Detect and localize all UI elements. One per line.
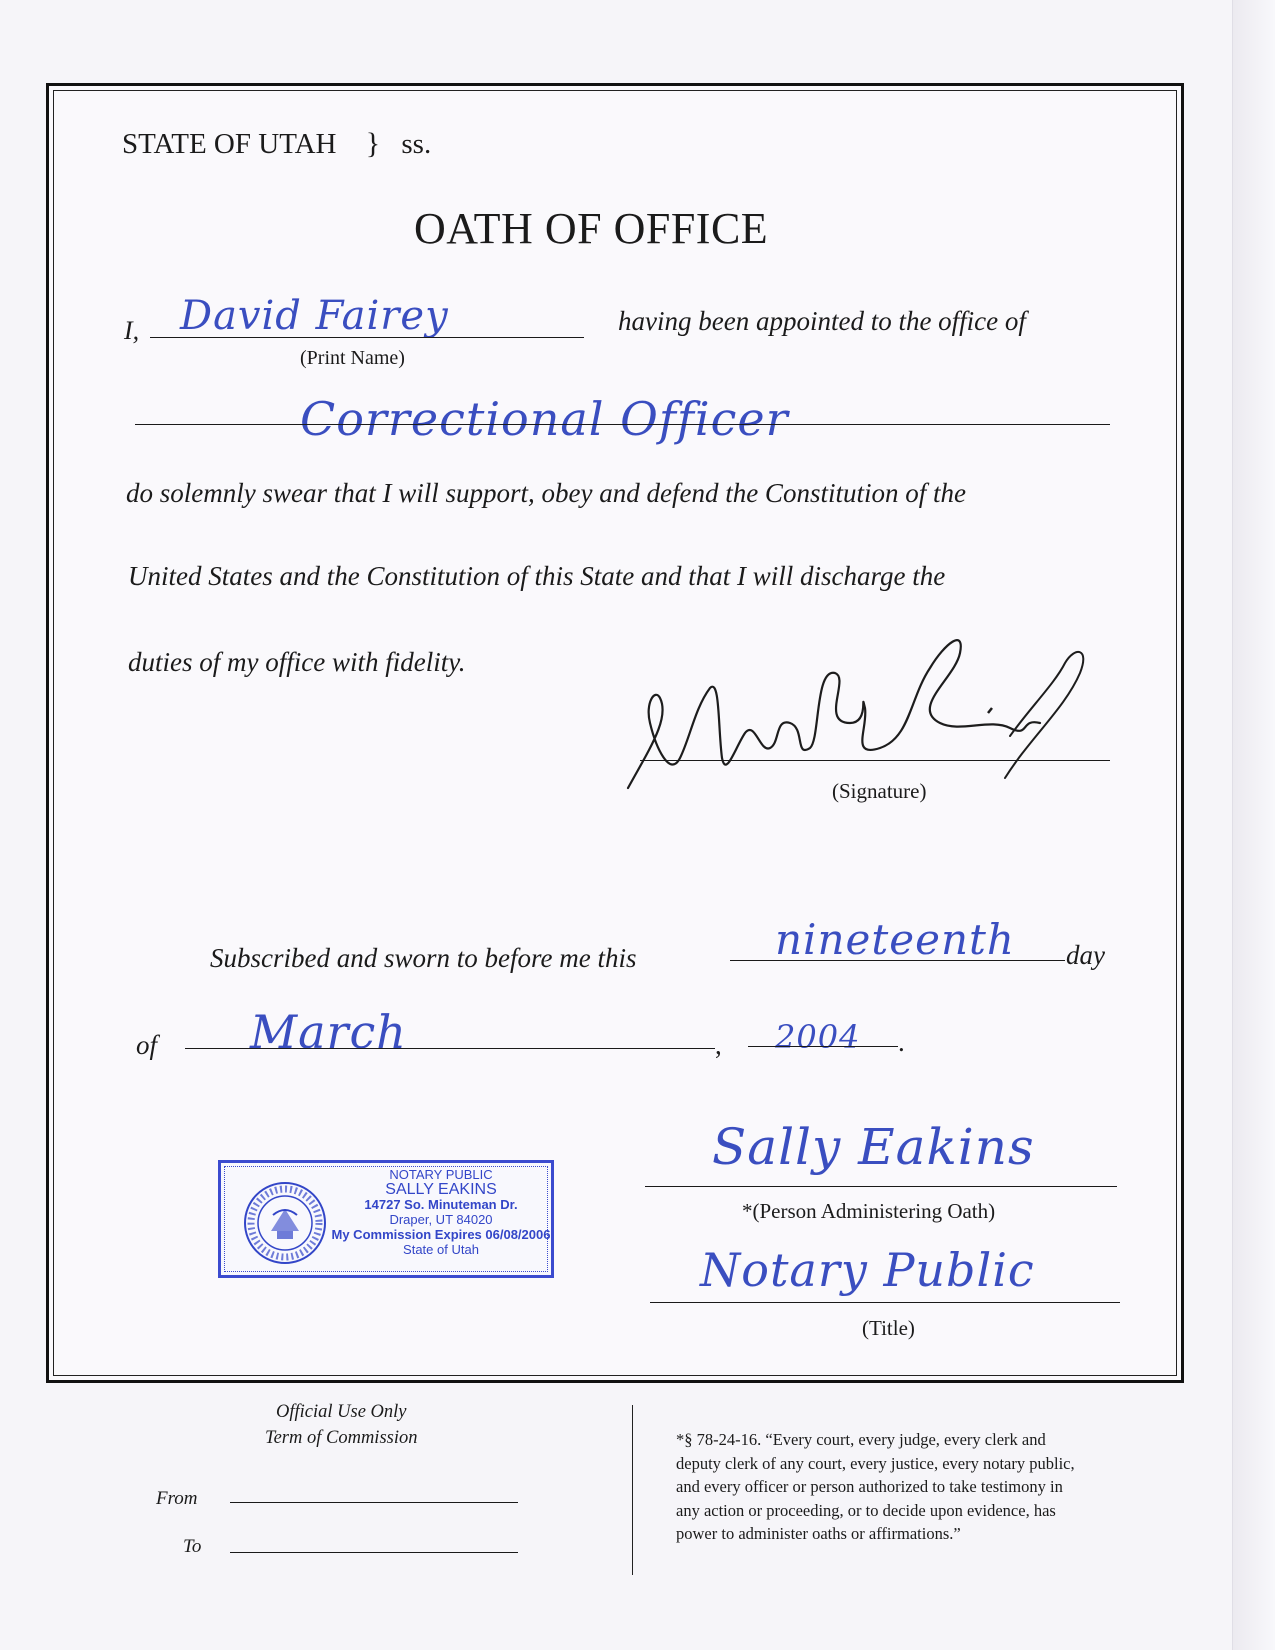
term-of-commission-heading: Term of Commission xyxy=(265,1428,418,1448)
official-use-heading: Official Use Only xyxy=(276,1402,407,1422)
print-name-caption: (Print Name) xyxy=(300,347,405,369)
handwritten-month: March xyxy=(250,1005,407,1059)
year-line xyxy=(748,1046,898,1047)
title-line xyxy=(650,1302,1120,1303)
handwritten-year: 2004 xyxy=(775,1018,861,1056)
footnote-line-5: power to administer oaths or affirmations.” xyxy=(676,1524,961,1543)
stamp-state: State of Utah xyxy=(403,1242,479,1257)
ss-mark: ss. xyxy=(401,128,432,160)
day-word: day xyxy=(1066,940,1105,970)
administrator-line xyxy=(645,1186,1117,1187)
from-label: From xyxy=(156,1488,198,1509)
signature-caption: (Signature) xyxy=(832,779,927,803)
stamp-notary-public: NOTARY PUBLIC xyxy=(389,1167,493,1182)
footnote-line-1: *§ 78-24-16. “Every court, every judge, every clerk and xyxy=(676,1430,1046,1449)
administrator-caption: *(Person Administering Oath) xyxy=(742,1199,996,1223)
footnote xyxy=(676,1428,1196,1546)
handwritten-office: Correctional Officer xyxy=(300,392,789,446)
state-name: STATE OF UTAH xyxy=(122,128,337,160)
handwritten-day: nineteenth xyxy=(775,915,1015,964)
month-line xyxy=(185,1048,715,1049)
footnote-line-4: any action or proceeding, or to decide upon evidence, has xyxy=(676,1500,1056,1520)
stamp-city: Draper, UT 84020 xyxy=(389,1212,493,1227)
appointed-text: having been appointed to the office of xyxy=(618,306,1026,336)
footnote-line-3: and every officer or person authorized to take testimony in xyxy=(676,1477,1063,1496)
handwritten-name: David Fairey xyxy=(180,293,449,339)
to-label: To xyxy=(183,1536,202,1557)
name-line xyxy=(150,337,584,338)
signature-line xyxy=(640,760,1110,761)
oath-line-1: do solemnly swear that I will support, obey and defend the Constitution of the xyxy=(126,478,966,508)
stamp-text xyxy=(331,1167,551,1257)
handwritten-administrator-signature: Sally Eakins xyxy=(712,1118,1035,1176)
subscribed-text: Subscribed and sworn to before me this xyxy=(210,943,637,973)
handwritten-title: Notary Public xyxy=(700,1243,1035,1297)
from-line xyxy=(230,1502,518,1503)
page-title: OATH OF OFFICE xyxy=(414,204,769,253)
page-edge xyxy=(1232,0,1275,1650)
state-seal-icon xyxy=(243,1181,327,1265)
oath-line-2: United States and the Constitution of this State and that I will discharge the xyxy=(128,561,946,591)
to-line xyxy=(230,1552,518,1553)
state-heading xyxy=(122,127,431,161)
date-comma: , xyxy=(715,1030,722,1060)
footnote-line-2: deputy clerk of any court, every justice, every notary public, xyxy=(676,1453,1075,1473)
notary-stamp xyxy=(218,1160,554,1278)
footer-divider xyxy=(632,1405,633,1575)
of-word: of xyxy=(136,1030,158,1060)
i-prefix: I, xyxy=(124,316,140,345)
stamp-notary-name: SALLY EAKINS xyxy=(385,1181,497,1198)
stamp-commission-expires: My Commission Expires 06/08/2006 xyxy=(331,1227,551,1242)
office-line xyxy=(135,424,1110,425)
title-caption: (Title) xyxy=(862,1316,915,1340)
day-line xyxy=(730,960,1065,961)
brace: } xyxy=(365,127,381,160)
stamp-address: 14727 So. Minuteman Dr. xyxy=(364,1197,518,1212)
oath-line-3: duties of my office with fidelity. xyxy=(128,647,466,677)
date-period: . xyxy=(898,1027,905,1057)
